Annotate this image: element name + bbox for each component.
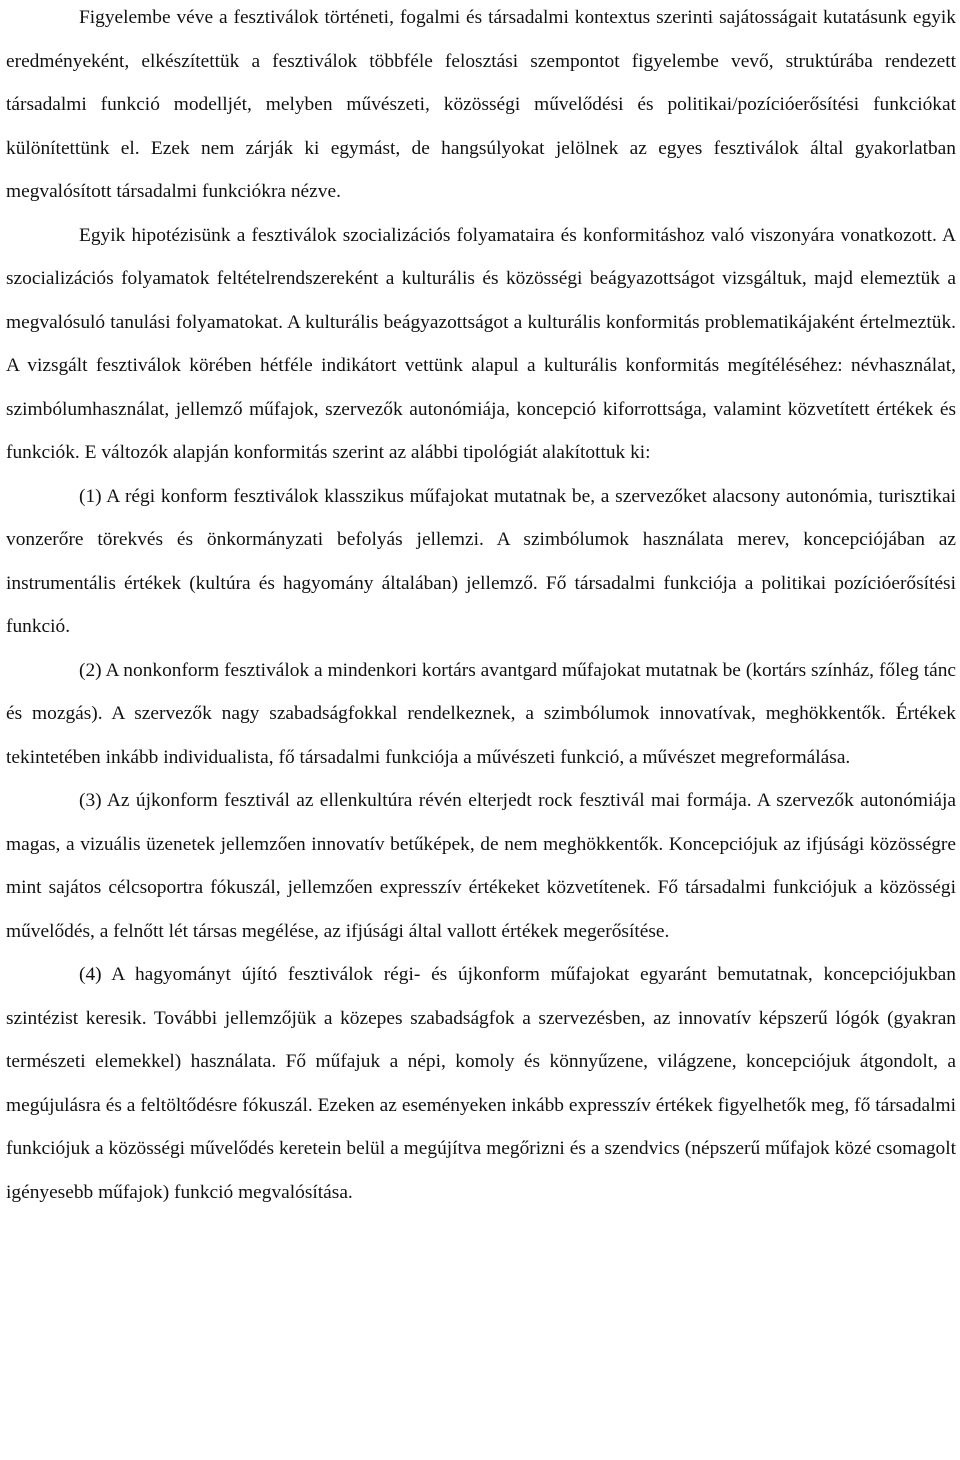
- document-page: [6, 0, 956, 1214]
- paragraph-type-2: (2) A nonkonform fesztiválok a mindenkori kortárs avantgard műfajokat mutatnak be (kortárs színház, főleg tánc és mozgás). A szervezők nagy szabadságfokkal rendelkeznek, a szimbólumok innovatívak, meghökkentők. Értékek tekintetében inkább individualista, fő társadalmi funkciója a művészeti funkció, a művészet megreformálása.: [6, 659, 956, 768]
- paragraph-intro: Figyelembe véve a fesztiválok történeti, fogalmi és társadalmi kontextus szerinti sajátosságait kutatásunk egyik eredményeként, elkészítettük a fesztiválok többféle felosztási szempontot figyelembe vevő, struktúrába rendezett társadalmi funkció modelljét, melyben művészeti, közösségi művelődési és politikai/pozícióerősítési funkciókat különítettünk el. Ezek nem zárják ki egymást, de hangsúlyokat jelölnek az egyes fesztiválok által gyakorlatban megvalósított társadalmi funkciókra nézve.: [6, 7, 956, 202]
- paragraph-type-3: (3) Az újkonform fesztivál az ellenkultúra révén elterjedt rock fesztivál mai formája. A szervezők autonómiája magas, a vizuális üzenetek jellemzően innovatív betűképek, de nem meghökkentők. Koncepciójuk az ifjúsági közösségre mint sajátos célcsoportra fókuszál, jellemzően expresszív értékeket közvetítenek. Fő társadalmi funkciójuk a közösségi művelődés, a felnőtt lét társas megélése, az ifjúsági által vallott értékek megerősítése.: [6, 790, 956, 942]
- paragraph-type-4: (4) A hagyományt újító fesztiválok régi- és újkonform műfajokat egyaránt bemutatnak, koncepciójukban szintézist keresik. További jellemzőjük a közepes szabadságfok a szervezésben, az innovatív képszerű lógók (gyakran természeti elemekkel) használata. Fő műfajuk a népi, komoly és könnyűzene, világzene, koncepciójuk átgondolt, a megújulásra és a feltöltődésre fókuszál. Ezeken az eseményeken inkább expresszív értékek figyelhetők meg, fő társadalmi funkciójuk a közösségi művelődés keretein belül a megújítva megőrizni és a szendvics (népszerű műfajok közé csomagolt igényesebb műfajok) funkció megvalósítása.: [6, 964, 956, 1203]
- paragraph-hypothesis: Egyik hipotézisünk a fesztiválok szocializációs folyamataira és konformitáshoz való viszonyára vonatkozott. A szocializációs folyamatok feltételrendszereként a kulturális és közösségi beágyazottságot vizsgáltuk, majd elemeztük a megvalósuló tanulási folyamatokat. A kulturális beágyazottságot a kulturális konformitás problematikájaként értelmeztük. A vizsgált fesztiválok körében hétféle indikátort vettünk alapul a kulturális konformitás megítéléséhez: névhasználat, szimbólumhasználat, jellemző műfajok, szervezők autonómiája, koncepció kiforrottsága, valamint közvetített értékek és funkciók. E változók alapján konformitás szerint az alábbi tipológiát alakítottuk ki:: [6, 224, 956, 463]
- paragraph-type-1: (1) A régi konform fesztiválok klasszikus műfajokat mutatnak be, a szervezőket alacsony autonómia, turisztikai vonzerőre törekvés és önkormányzati befolyás jellemzi. A szimbólumok használata merev, koncepciójában az instrumentális értékek (kultúra és hagyomány általában) jellemző. Fő társadalmi funkciója a politikai pozícióerősítési funkció.: [6, 485, 956, 637]
